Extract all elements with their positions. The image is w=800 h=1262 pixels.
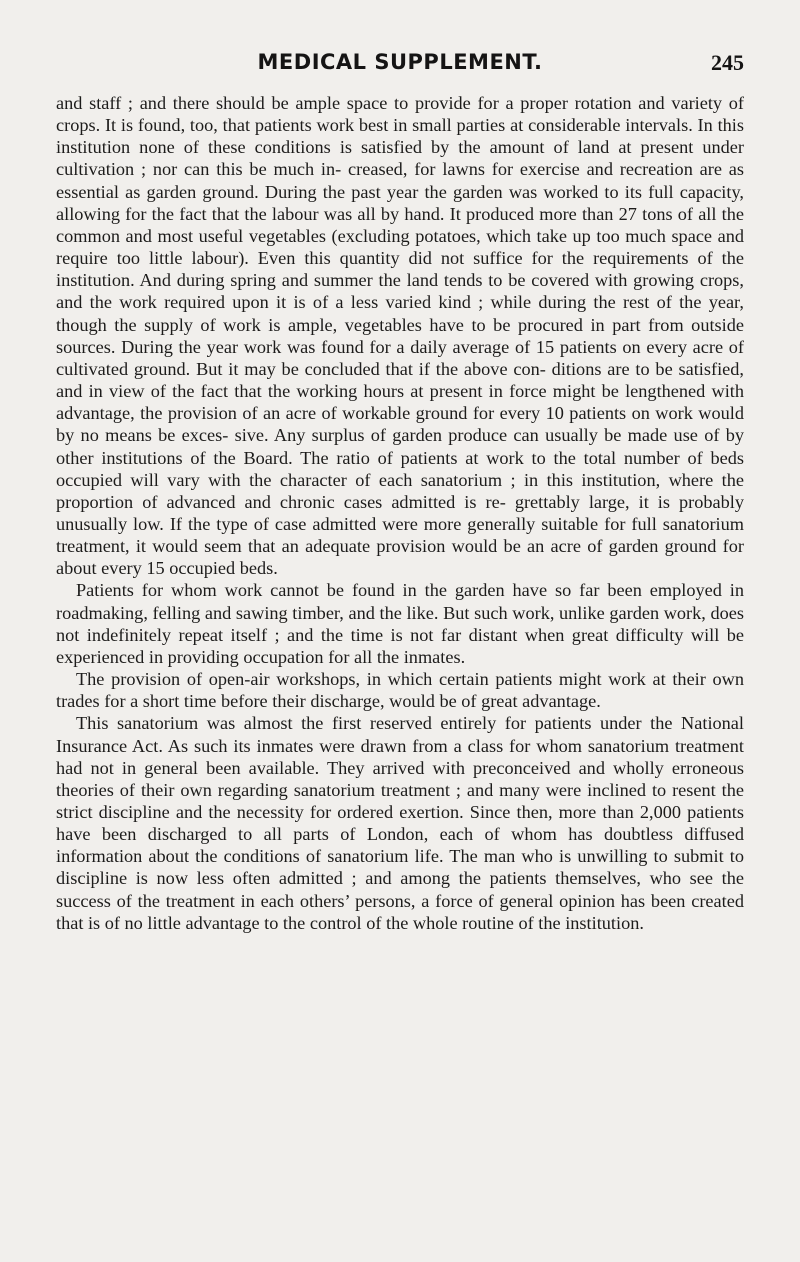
page-number: 245: [711, 50, 744, 75]
running-head: [56, 50, 744, 80]
paragraph-insurance-act: This sanatorium was almost the first reserved entirely for patients under the National Insurance Act. As such its inmates were drawn from a class for whom sanatorium treatment had not in general been available. They arrived with preconceived and wholly erroneous theories of their own regarding sanatorium treatment ; and many were inclined to resent the strict discipline and the necessity for ordered exertion. Since then, more than 2,000 patients have been discharged to all parts of London, each of whom has doubtless diffused information about the conditions of sanatorium life. The man who is unwilling to submit to discipline is now less often admitted ; and among the patients themselves, who see the success of the treatment in each others’ persons, a force of general opinion has been created that is of no little advantage to the control of the whole routine of the institution.: [56, 713, 744, 933]
paragraph-road-work: Patients for whom work cannot be found in the garden have so far been employed in roadmaking, felling and sawing timber, and the like. But such work, unlike garden work, does not indefinitely repeat itself ; and the time is not far distant when great difficulty will be experienced in providing occupation for all the inmates.: [56, 580, 744, 667]
body-text: [56, 92, 744, 934]
paragraph-continued: and staff ; and there should be ample space to provide for a proper rotation and variety of crops. It is found, too, that patients work best in small parties at considerable intervals. In this institution none of these conditions is satisfied by the amount of land at present under cultivation ; nor can this be much in- creased, for lawns for exercise and recreation are as essential as garden ground. During the past year the garden was worked to its full capacity, allowing for the fact that the labour was all by hand. It produced more than 27 tons of all the common and most useful vegetables (excluding potatoes, which take up too much space and require too little labour). Even this quantity did not suffice for the requirements of the institution. And during spring and summer the land tends to be covered with growing crops, and the work required upon it is of a less varied kind ; while during the rest of the year, though the supply of work is ample, vegetables have to be procured in part from outside sources. During the year work was found for a daily average of 15 patients on every acre of cultivated ground. But it may be concluded that if the above con- ditions are to be satisfied, and in view of the fact that the working hours at present in force might be lengthened with advantage, the provision of an acre of workable ground for every 10 patients on work would by no means be exces- sive. Any surplus of garden produce can usually be made use of by other institutions of the Board. The ratio of patients at work to the total number of beds occupied will vary with the character of each sanatorium ; in this institution, where the proportion of advanced and chronic cases admitted is re- grettably large, it is probably unusually low. If the type of case admitted were more generally suitable for full sanatorium treatment, it would seem that an adequate provision would be an acre of garden ground for about every 15 occupied beds.: [56, 93, 744, 579]
paragraph-workshops: The provision of open-air workshops, in which certain patients might work at their own trades for a short time before their discharge, would be of great advantage.: [56, 669, 744, 712]
running-title: MEDICAL SUPPLEMENT.: [257, 50, 543, 74]
